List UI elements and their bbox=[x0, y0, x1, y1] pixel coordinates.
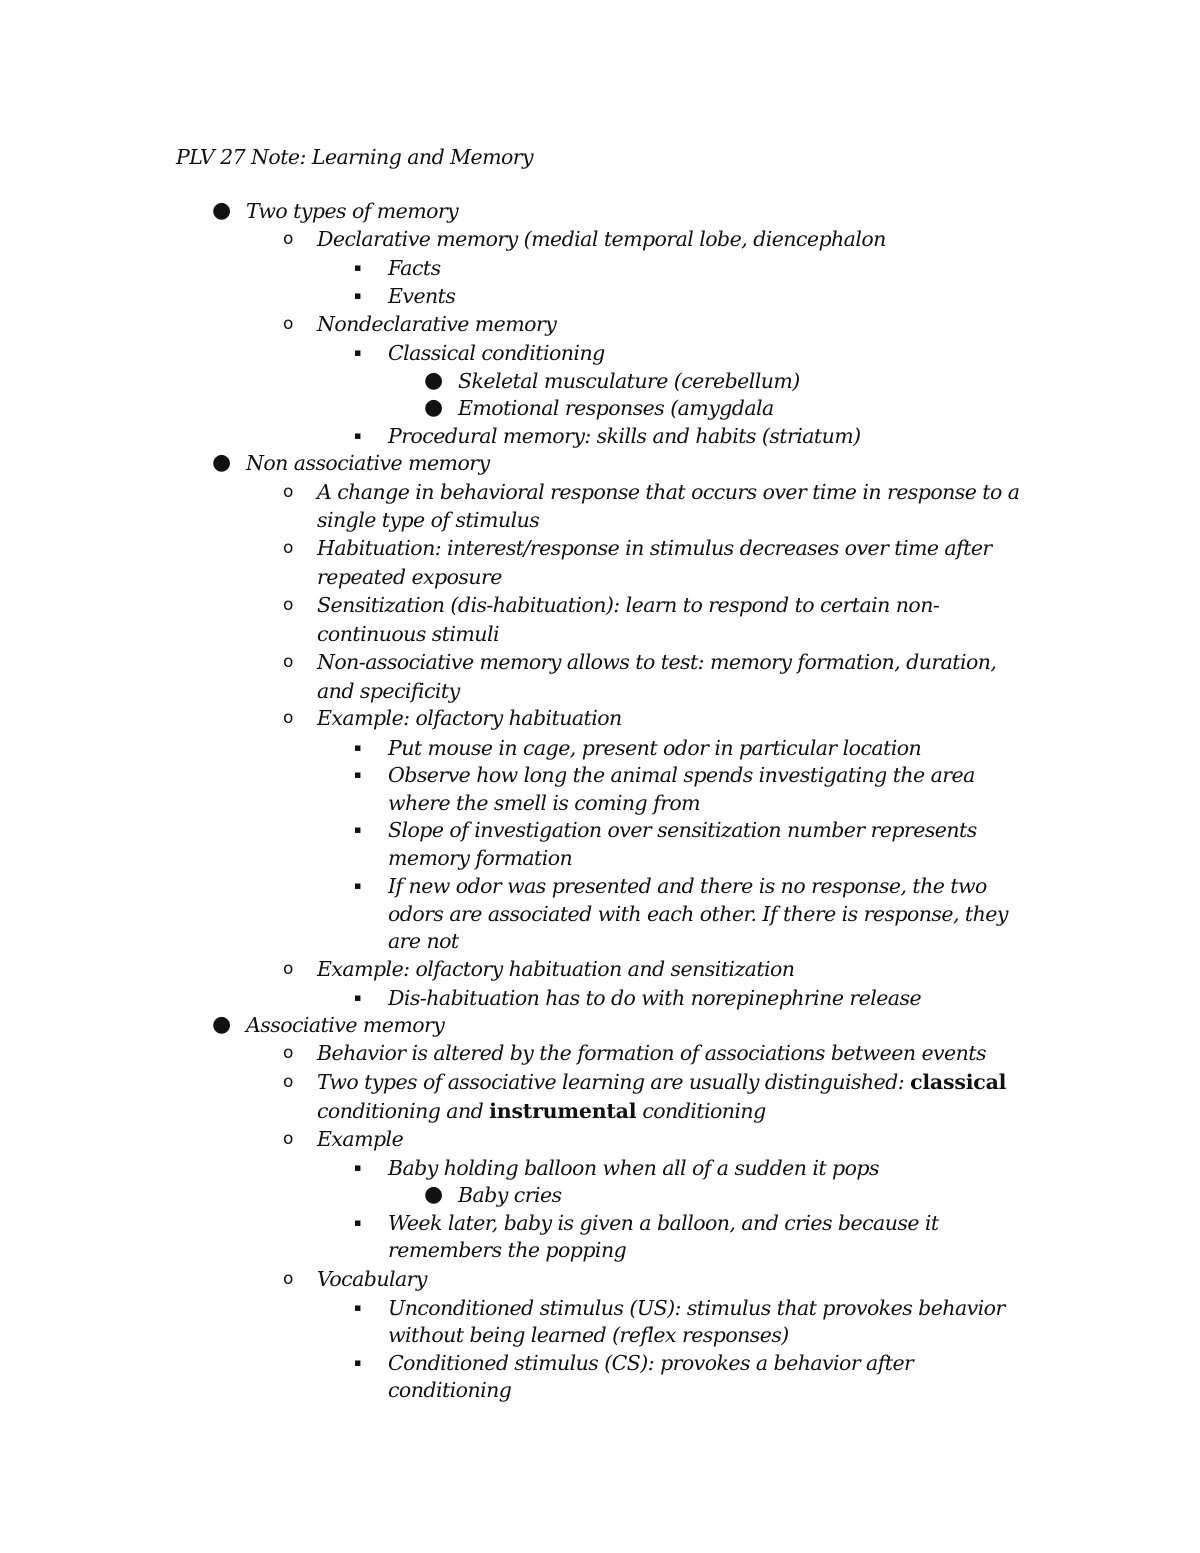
outline-line: Sensitization (dis-habituation): learn to respond to certain non- bbox=[317, 593, 940, 617]
square-bullet-icon: ▪ bbox=[354, 768, 362, 781]
outline-line: Two types of memory bbox=[246, 199, 459, 223]
circle-bullet-icon: o bbox=[283, 708, 294, 728]
dot-bullet-icon: ● bbox=[424, 395, 444, 420]
outline-line: remembers the popping bbox=[388, 1238, 627, 1262]
outline-line: Unconditioned stimulus (US): stimulus that provokes behavior bbox=[388, 1296, 1005, 1320]
outline-line: where the smell is coming from bbox=[388, 791, 701, 815]
outline-line: Dis-habituation has to do with norepinephrine release bbox=[388, 986, 922, 1010]
square-bullet-icon: ▪ bbox=[354, 823, 362, 836]
outline-line: conditioning and instrumental conditioning bbox=[317, 1099, 766, 1123]
square-bullet-icon: ▪ bbox=[354, 346, 362, 359]
square-bullet-icon: ▪ bbox=[354, 1161, 362, 1174]
outline-line: Behavior is altered by the formation of associations between events bbox=[317, 1041, 986, 1065]
circle-bullet-icon: o bbox=[283, 538, 294, 558]
outline-line: Skeletal musculature (cerebellum) bbox=[458, 369, 800, 393]
bold-term: instrumental bbox=[489, 1099, 637, 1123]
outline-line: Baby cries bbox=[458, 1183, 562, 1207]
outline-line: Conditioned stimulus (CS): provokes a behavior after bbox=[388, 1351, 914, 1375]
dot-bullet-icon: ● bbox=[424, 1182, 444, 1207]
square-bullet-icon: ▪ bbox=[354, 741, 362, 754]
circle-bullet-icon: o bbox=[283, 595, 294, 615]
circle-bullet-icon: o bbox=[283, 1043, 294, 1063]
square-bullet-icon: ▪ bbox=[354, 429, 362, 442]
outline-line: Example: olfactory habituation and sensitization bbox=[317, 957, 795, 981]
circle-bullet-icon: o bbox=[283, 1129, 294, 1149]
circle-bullet-icon: o bbox=[283, 314, 294, 334]
outline-line: Observe how long the animal spends investigating the area bbox=[388, 763, 975, 787]
circle-bullet-icon: o bbox=[283, 959, 294, 979]
dot-bullet-icon: ● bbox=[212, 450, 232, 475]
outline-line: Vocabulary bbox=[317, 1267, 427, 1291]
square-bullet-icon: ▪ bbox=[354, 879, 362, 892]
dot-bullet-icon: ● bbox=[212, 198, 232, 223]
square-bullet-icon: ▪ bbox=[354, 991, 362, 1004]
outline-line: Non-associative memory allows to test: memory formation, duration, bbox=[317, 650, 997, 674]
bold-term: classical bbox=[910, 1070, 1007, 1094]
outline-line: repeated exposure bbox=[317, 565, 502, 589]
outline-line: Two types of associative learning are usually distinguished: classical bbox=[317, 1070, 1007, 1094]
outline-line: Associative memory bbox=[246, 1013, 445, 1037]
circle-bullet-icon: o bbox=[283, 1072, 294, 1092]
outline-line: Emotional responses (amygdala bbox=[458, 396, 774, 420]
outline-line: single type of stimulus bbox=[317, 508, 540, 532]
outline-line: Facts bbox=[388, 256, 441, 280]
dot-bullet-icon: ● bbox=[212, 1012, 232, 1037]
outline-line: Habituation: interest/response in stimulus decreases over time after bbox=[317, 536, 992, 560]
outline-line: memory formation bbox=[388, 846, 573, 870]
outline-line: Example bbox=[317, 1127, 404, 1151]
dot-bullet-icon: ● bbox=[424, 368, 444, 393]
square-bullet-icon: ▪ bbox=[354, 1301, 362, 1314]
outline-line: conditioning bbox=[388, 1378, 512, 1402]
outline-line: odors are associated with each other. If there is response, they bbox=[388, 902, 1008, 926]
outline-line: continuous stimuli bbox=[317, 622, 499, 646]
outline-line: Example: olfactory habituation bbox=[317, 706, 622, 730]
outline-line: Procedural memory: skills and habits (striatum) bbox=[388, 424, 861, 448]
square-bullet-icon: ▪ bbox=[354, 1216, 362, 1229]
square-bullet-icon: ▪ bbox=[354, 261, 362, 274]
outline-line: If new odor was presented and there is no response, the two bbox=[388, 874, 987, 898]
circle-bullet-icon: o bbox=[283, 652, 294, 672]
square-bullet-icon: ▪ bbox=[354, 289, 362, 302]
outline-line: Week later, baby is given a balloon, and cries because it bbox=[388, 1211, 939, 1235]
circle-bullet-icon: o bbox=[283, 482, 294, 502]
outline-line: and specificity bbox=[317, 679, 460, 703]
square-bullet-icon: ▪ bbox=[354, 1356, 362, 1369]
outline-line: Classical conditioning bbox=[388, 341, 605, 365]
outline-line: A change in behavioral response that occurs over time in response to a bbox=[317, 480, 1020, 504]
outline-line: Nondeclarative memory bbox=[317, 312, 557, 336]
outline-line: Events bbox=[388, 284, 456, 308]
document-title: PLV 27 Note: Learning and Memory bbox=[176, 145, 534, 169]
outline-line: without being learned (reflex responses) bbox=[388, 1323, 789, 1347]
outline-line: are not bbox=[388, 929, 459, 953]
circle-bullet-icon: o bbox=[283, 1269, 294, 1289]
outline-line: Slope of investigation over sensitization number represents bbox=[388, 818, 977, 842]
outline-line: Put mouse in cage, present odor in particular location bbox=[388, 736, 922, 760]
outline-line: Declarative memory (medial temporal lobe, diencephalon bbox=[317, 227, 886, 251]
circle-bullet-icon: o bbox=[283, 229, 294, 249]
outline-line: Non associative memory bbox=[246, 451, 490, 475]
outline-line: Baby holding balloon when all of a sudden it pops bbox=[388, 1156, 879, 1180]
